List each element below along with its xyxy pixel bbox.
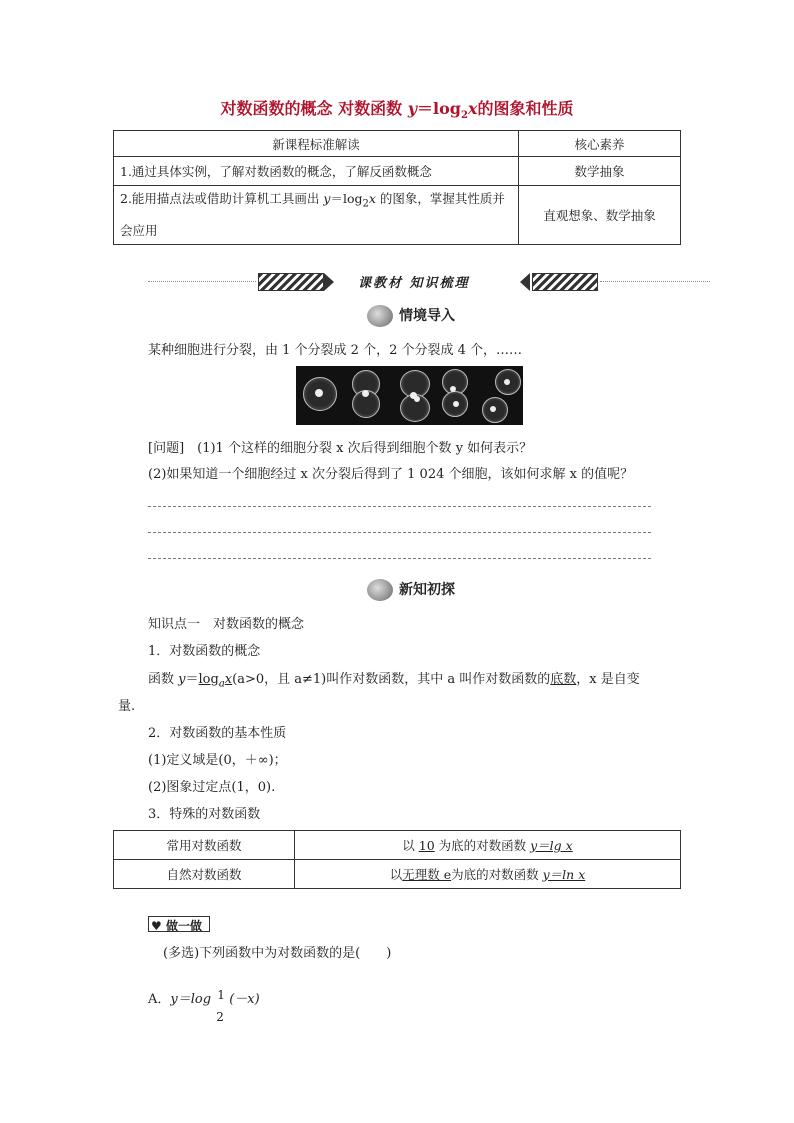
table-row-1-literacy: 数学抽象 [519, 157, 681, 186]
table-row-1-text: 1.通过具体实例，了解对数函数的概念，了解反函数概念 [114, 157, 519, 186]
table-row-2-text: 2.能用描点法或借助计算机工具画出 $y=\log_2x$ 的图象，掌握其性质并会应用 [114, 186, 519, 245]
table-header-literacy: 核心素养 [519, 131, 681, 157]
natural-log-name: 自然对数函数 [114, 860, 295, 889]
cell-division-image [296, 366, 523, 425]
question-2: (2)如果知道一个细胞经过 x 次分裂后得到了 1 024 个细胞，该如何求解 x 的值呢？ [148, 467, 634, 482]
definition-continued: 量. [118, 699, 136, 714]
property-fixed-point: (2)图象过定点(1，0). [148, 780, 276, 795]
natural-log-desc: 以无理数 e为底的对数函数 y＝ln x [295, 860, 681, 889]
new-knowledge-heading: 新知初探 [367, 579, 455, 601]
situation-heading: 情境导入 [367, 305, 455, 327]
subsection-1: 1．对数函数的概念 [148, 644, 261, 659]
answer-line-3 [148, 558, 651, 559]
practice-question: (多选)下列函数中为对数函数的是( ) [163, 946, 392, 961]
document-title: 对数函数的概念 对数函数 $y=\log_2x$的图象和性质 [220, 99, 574, 122]
common-log-name: 常用对数函数 [114, 831, 295, 860]
section-banner [148, 269, 710, 295]
answer-line-1 [148, 506, 651, 507]
banner-title: 课教材 知识梳理 [358, 276, 470, 291]
situation-intro: 某种细胞进行分裂，由 1 个分裂成 2 个，2 个分裂成 4 个，…… [148, 343, 523, 358]
answer-line-2 [148, 532, 651, 533]
option-a: A．y＝log 1 2 (－x) [148, 988, 260, 1024]
definition-line: 函数 $y=\log_ax(a>0$，且 a≠1)叫作对数函数，其中 a 叫作对数函数的底数，x 是自变 [148, 672, 640, 690]
knowledge-point-1-title: 知识点一 对数函数的概念 [148, 617, 305, 632]
property-domain: (1)定义域是(0，＋∞)； [148, 753, 287, 768]
question-1: [问题] (1)1 个这样的细胞分裂 x 次后得到细胞个数 y 如何表示？ [148, 441, 533, 456]
curriculum-table [113, 130, 681, 245]
table-header-standard: 新课程标准解读 [114, 131, 519, 157]
subsection-3: 3．特殊的对数函数 [148, 807, 261, 822]
practice-label: ♥ 做一做 [148, 916, 210, 932]
subsection-2: 2．对数函数的基本性质 [148, 726, 287, 741]
special-log-table [113, 830, 681, 889]
new-knowledge-icon [367, 579, 393, 601]
situation-icon [367, 305, 393, 327]
common-log-desc: 以 10 为底的对数函数 y＝lg x [295, 831, 681, 860]
table-row-2-literacy: 直观想象、数学抽象 [519, 186, 681, 245]
